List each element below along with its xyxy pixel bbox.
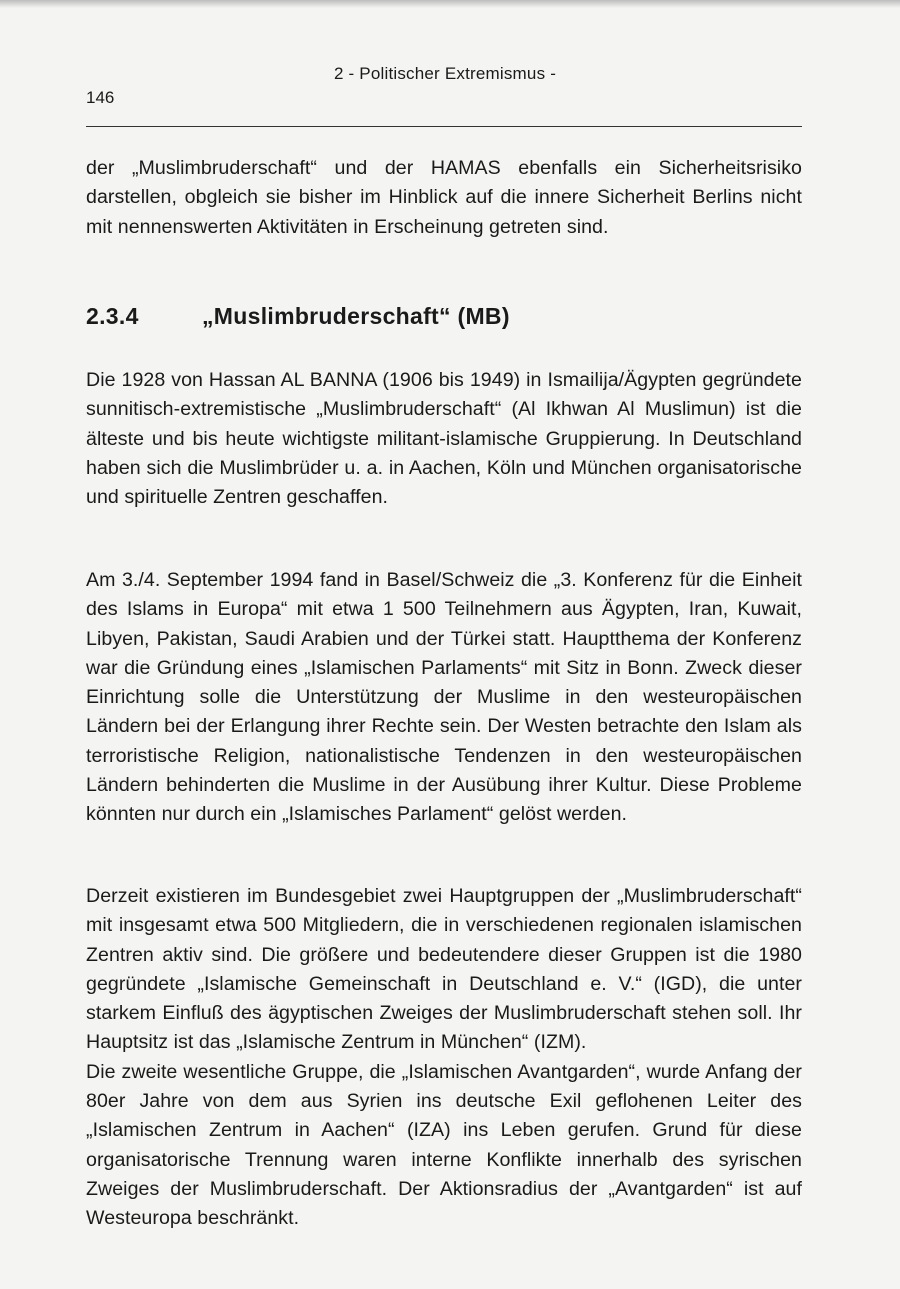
header-divider	[86, 126, 802, 127]
intro-paragraph	[86, 154, 802, 242]
paragraph-text: Die zweite wesentliche Gruppe, die „Islamischen Avantgarden“, wurde Anfang der 80er Jahre von dem aus Syrien ins deutsche Exil geflohenen Leiter des „Islamischen Zentrum in Aachen“ (IZA) ins Leben gerufen. Grund für diese organisatorische Trennung waren interne Konflikte innerhalb des syrischen Zweiges der Muslimbruderschaft. Der Aktionsradius der „Avantgarden“ ist auf Westeuropa beschränkt.	[86, 1060, 802, 1230]
page-number: 146	[86, 88, 115, 107]
running-header-title: 2 - Politischer Extremismus -	[333, 64, 557, 83]
paragraph-text: Derzeit existieren im Bundesgebiet zwei Hauptgruppen der „Muslimbruderschaft“ mit insgesamt etwa 500 Mitgliedern, die in verschiedenen regionalen islamischen Zentren aktiv sind. Die größere und bedeutendere dieser Gruppen ist die 1980 gegründete „Islamische Gemeinschaft in Deutschland e. V.“ (IGD), die unter starkem Einfluß des ägyptischen Zweiges der Muslimbruderschaft stehen soll. Ihr Hauptsitz ist das „Islamische Zentrum in München“ (IZM).	[86, 885, 802, 1054]
section-heading	[86, 303, 802, 330]
scan-edge-shadow	[0, 0, 900, 8]
paragraph-history	[86, 366, 802, 512]
paragraph-text: Die 1928 von Hassan AL BANNA (1906 bis 1949) in Ismailija/Ägypten gegründete sunnitisch-extremistische „Muslimbruderschaft“ (Al Ikhwan Al Muslimun) ist die älteste und bis heute wichtigste militant-islamische Gruppierung. In Deutschland haben sich die Muslimbrüder u. a. in Aachen, Köln und München organisatorische und spirituelle Zentren geschaffen.	[86, 369, 802, 509]
paragraph-conference	[86, 566, 802, 830]
paragraph-text: der „Muslimbruderschaft“ und der HAMAS ebenfalls ein Sicherheitsrisiko darstellen, obgleich sie bisher im Hinblick auf die innere Sicherheit Berlins nicht mit nennenswerten Aktivitäten in Erscheinung getreten sind.	[86, 157, 802, 238]
section-number: 2.3.4	[86, 303, 139, 329]
section-title: „Muslimbruderschaft“ (MB)	[202, 303, 510, 329]
paragraph-text: Am 3./4. September 1994 fand in Basel/Schweiz die „3. Konferenz für die Einheit des Islams in Europa“ mit etwa 1 500 Teilnehmern aus Ägypten, Iran, Kuwait, Libyen, Pakistan, Saudi Arabien und der Türkei statt. Hauptthema der Konferenz war die Gründung eines „Islamischen Parlaments“ mit Sitz in Bonn. Zweck dieser Einrichtung solle die Unterstützung der Muslime in den westeuropäischen Ländern bei der Erlangung ihrer Rechte sein. Der Westen betrachte den Islam als terroristische Religion, nationalistische Tendenzen in den westeuropäischen Ländern behinderten die Muslime in der Ausübung ihrer Kultur. Diese Probleme könnten nur durch ein „Islamisches Parlament“ gelöst werden.	[86, 569, 802, 826]
paragraph-groups	[86, 882, 802, 1234]
